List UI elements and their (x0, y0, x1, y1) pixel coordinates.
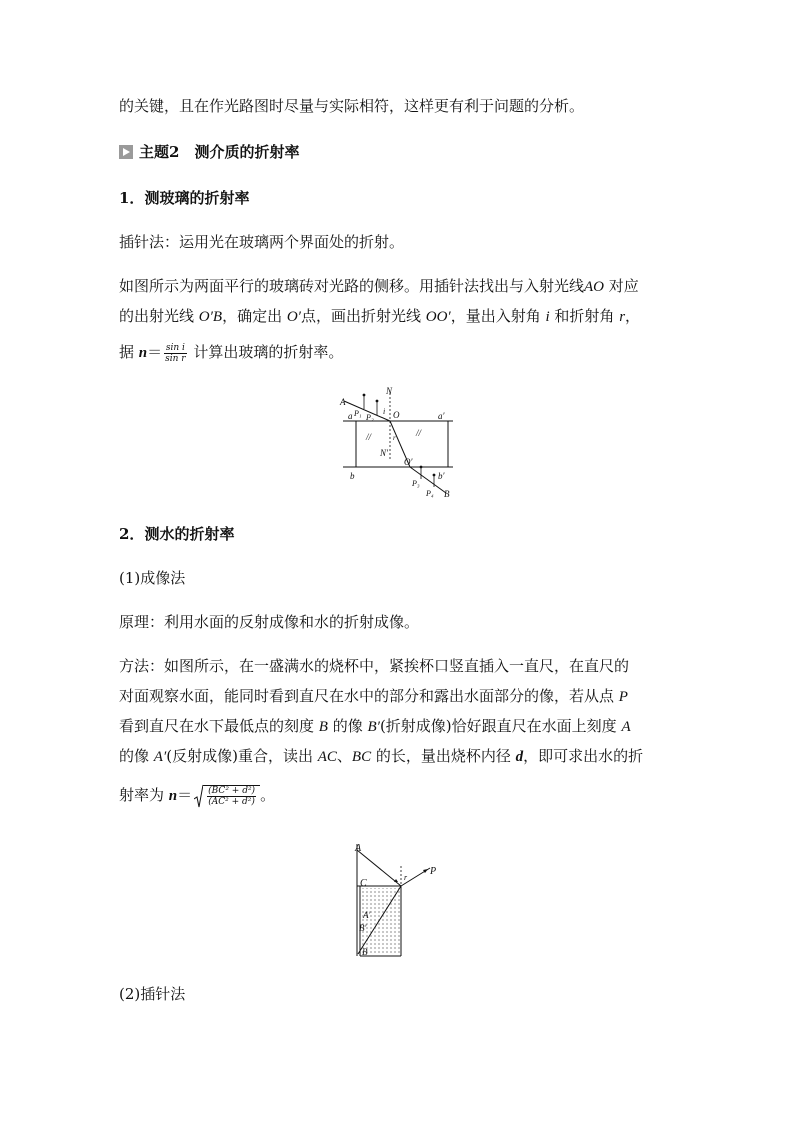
text-span: 看到直尺在水下最低点的刻度 (119, 717, 319, 735)
symbol-n: n (138, 345, 148, 361)
section-2-heading (119, 524, 234, 544)
label-b: b (350, 471, 355, 481)
symbol-Op: O′ (286, 309, 301, 325)
text-span: 。 (260, 786, 276, 804)
section-title: 测水的折射率 (144, 525, 235, 543)
label-P4: P₄ (426, 489, 434, 498)
fraction-numerator: (BC² + d²) (208, 786, 256, 797)
label-O-prime: O′ (404, 457, 413, 467)
label-a: a (348, 411, 353, 421)
label-b-prime: b′ (438, 471, 445, 481)
text-span: 的像 (119, 747, 154, 765)
label-a-prime: a′ (438, 411, 445, 421)
text-span: 射率为 (119, 786, 169, 804)
para1-line2 (119, 306, 640, 327)
section-number: 2． (119, 525, 145, 543)
label-r: r (393, 434, 396, 442)
label-N-prime: N′ (380, 448, 388, 458)
text-span: 的出射光线 (119, 307, 199, 325)
glass-refraction-figure (338, 383, 458, 503)
para2-line5 (119, 784, 275, 808)
symbol-A: A (621, 719, 631, 735)
label-A: A (355, 843, 362, 854)
label-i: i (383, 407, 386, 416)
symbol-OOp: OO′ (425, 309, 451, 325)
label-B-prime: B′ (359, 923, 367, 933)
label-O: O (393, 410, 400, 420)
symbol-AC: AC (317, 749, 337, 765)
symbol-n: n (168, 788, 178, 804)
text-span: 对应 (604, 277, 639, 295)
text-span: ，即可求出水的折 (523, 747, 644, 765)
symbol-OpB: O′B (198, 309, 223, 325)
text-span: 对面观察水面，能同时看到直尺在水中的部分和露出水面部分的像，若从点 (119, 687, 619, 705)
label-N: N (386, 386, 393, 396)
section-number: 1． (119, 189, 145, 207)
symbol-BC: BC (351, 749, 372, 765)
label-B: B (444, 489, 450, 499)
fraction-numerator: sin i (165, 342, 185, 353)
equals-sign: ＝ (147, 343, 163, 361)
label-A: A (340, 397, 346, 407)
equals-sign: ＝ (177, 786, 193, 804)
radicand (203, 785, 260, 808)
label-P: P (430, 866, 437, 877)
text-span: 、 (336, 747, 352, 765)
symbol-i: i (545, 309, 550, 325)
topic-label: 主题2 (139, 143, 180, 161)
text-span: ， (625, 307, 641, 325)
symbol-Ap: A′ (153, 749, 167, 765)
hatch-mark-left: // (366, 432, 372, 442)
symbol-r: r (619, 309, 626, 325)
symbol-d: d (515, 749, 524, 765)
method-text: 插针法：运用光在玻璃两个界面处的折射。 (119, 233, 405, 251)
label-r: r (404, 873, 408, 882)
label-P1: P₁ (354, 409, 362, 418)
beaker-refraction-figure (350, 838, 450, 962)
label-P2: P₂ (366, 413, 374, 422)
fraction-sin (164, 343, 186, 364)
section-title: 测玻璃的折射率 (144, 189, 250, 207)
subheading-pin-method: (2)插针法 (119, 985, 186, 1003)
fraction-water (207, 786, 256, 807)
square-root (194, 784, 260, 808)
play-triangle-icon (119, 145, 133, 159)
text-span: 计算出玻璃的折射率。 (188, 343, 344, 361)
text-span: ，量出入射角 (450, 307, 546, 325)
symbol-B: B (318, 719, 328, 735)
symbol-P: P (618, 689, 628, 705)
symbol-AO: AO (584, 279, 605, 295)
text-span: 的长，量出烧杯内径 (371, 747, 516, 765)
section-1-heading (119, 188, 249, 208)
principle-text: 原理：利用水面的反射成像和水的折射成像。 (119, 613, 420, 631)
topic-title: 测介质的折射率 (194, 143, 300, 161)
para2-line2 (119, 686, 628, 707)
para2-line3 (119, 716, 631, 737)
text-span: 据 (119, 343, 139, 361)
text-span: 的像 (327, 717, 368, 735)
text-span: (折射成像)恰好跟直尺在水面上刻度 (379, 717, 622, 735)
para1-line3 (119, 342, 343, 364)
radical-sign-icon (194, 784, 203, 808)
text-span: ，确定出 (222, 307, 287, 325)
label-B: B (362, 947, 368, 957)
hatch-mark-right: // (416, 428, 422, 438)
text-span: 如图所示为两面平行的玻璃砖对光路的侧移。用插针法找出与入射光线 (119, 277, 585, 295)
para1-line1 (119, 276, 639, 297)
topic-heading (119, 142, 299, 162)
text-span: (反射成像)重合，读出 (166, 747, 318, 765)
text-span: 和折射角 (549, 307, 620, 325)
label-P3: P₃ (412, 479, 420, 488)
fraction-denominator: sin r (165, 353, 186, 364)
symbol-Bp: B′ (367, 719, 380, 735)
para2-line4 (119, 746, 643, 767)
para2-line1: 方法：如图所示，在一盛满水的烧杯中，紧挨杯口竖直插入一直尺，在直尺的 (119, 657, 630, 675)
label-C: C (360, 878, 367, 889)
label-A-prime: A′ (363, 910, 371, 920)
text-span: 点，画出折射光线 (300, 307, 426, 325)
fraction-denominator: (AC² + d²) (208, 797, 255, 808)
subheading-imaging-method: (1)成像法 (119, 569, 186, 587)
text-line-intro: 的关键，且在作光路图时尽量与实际相符，这样更有利于问题的分析。 (119, 97, 585, 115)
